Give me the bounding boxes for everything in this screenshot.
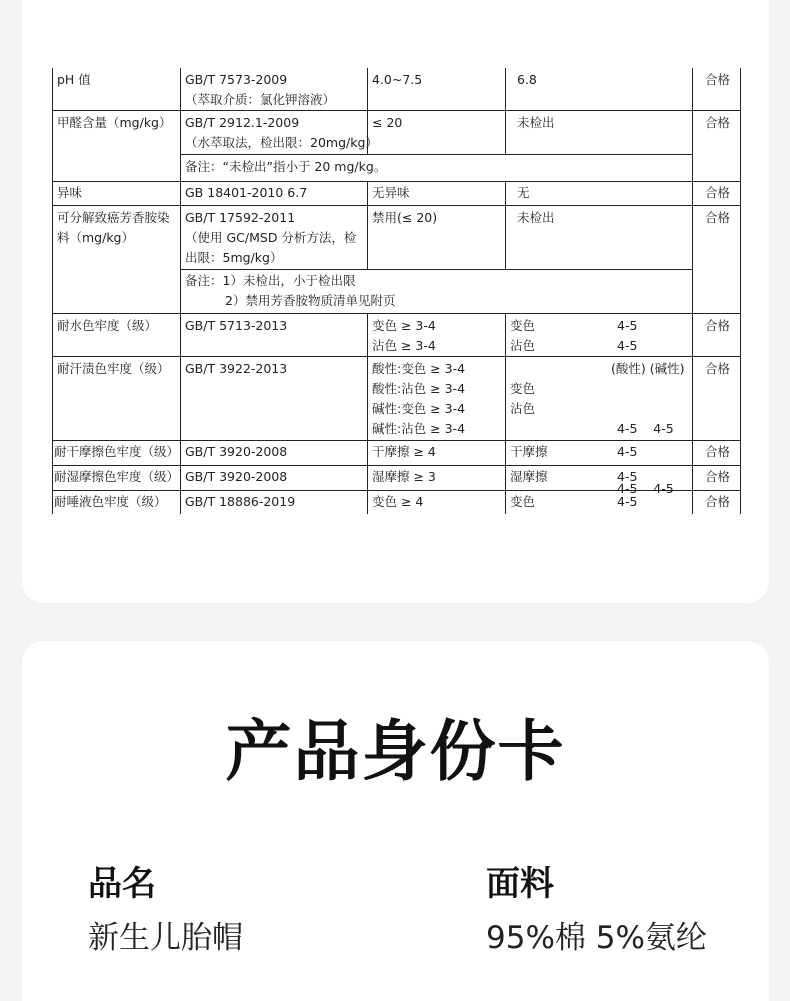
result-value-line: 4-5 4-5 <box>617 421 674 436</box>
table-line <box>52 356 741 357</box>
remark-line: 备注：1）未检出，小于检出限 <box>185 273 356 288</box>
row-verdict: 合格 <box>705 361 731 376</box>
result-value: 4-5 <box>617 444 638 459</box>
row-requirement <box>372 316 436 356</box>
row-verdict: 合格 <box>705 469 731 484</box>
row-method: GB/T 3920-2008 <box>185 444 288 459</box>
result-label <box>510 316 535 356</box>
row-requirement: 干摩擦 ≥ 4 <box>372 444 436 459</box>
row-item: 耐湿摩擦色牢度（级） <box>54 469 180 484</box>
row-requirement: 变色 ≥ 4 <box>372 494 424 509</box>
row-method <box>185 113 378 153</box>
table-line <box>180 269 692 270</box>
row-method <box>185 70 335 110</box>
result-label: 变色 <box>510 494 536 509</box>
result-label-line: 沾色 <box>510 401 536 416</box>
result-label: 湿摩擦 <box>510 469 548 484</box>
test-report-table <box>52 68 742 514</box>
row-method: GB 18401-2010 6.7 <box>185 185 308 200</box>
row-requirement <box>372 359 465 439</box>
row-item: 耐干摩擦色牢度（级） <box>54 444 180 459</box>
item-line: 料（mg/kg） <box>57 230 134 245</box>
row-result: 无 <box>517 185 530 200</box>
row-verdict: 合格 <box>705 72 731 87</box>
table-line <box>52 205 741 206</box>
table-line <box>505 181 506 269</box>
row-requirement: ≤ 20 <box>372 115 403 130</box>
result-value-line: 4-5 <box>617 338 638 353</box>
result-value: 4-5 <box>617 494 638 509</box>
remark-line: 2）禁用芳香胺物质清单见附页 <box>225 293 396 308</box>
result-label <box>510 379 535 419</box>
method-code: GB/T 7573-2009 <box>185 72 288 87</box>
row-requirement: 禁用(≤ 20) <box>372 210 438 225</box>
row-method: GB/T 3922-2013 <box>185 361 288 376</box>
method-code: GB/T 2912.1-2009 <box>185 115 300 130</box>
row-requirement: 湿摩擦 ≥ 3 <box>372 469 436 484</box>
method-note: （使用 GC/MSD 分析方法，检 <box>185 230 357 245</box>
table-line <box>692 68 693 514</box>
requirement-line: 变色 ≥ 3-4 <box>372 318 436 333</box>
table-line <box>180 154 692 155</box>
product-name-value: 新生儿胎帽 <box>88 920 243 956</box>
row-method: GB/T 18886-2019 <box>185 494 296 509</box>
row-item: 甲醛含量（mg/kg） <box>57 115 172 130</box>
table-line <box>740 68 741 514</box>
requirement-line: 酸性:沾色 ≥ 3-4 <box>372 381 466 396</box>
table-line <box>52 313 741 314</box>
item-line: 可分解致癌芳香胺染 <box>57 210 170 225</box>
row-method: GB/T 3920-2008 <box>185 469 288 484</box>
method-note: 出限：5mg/kg） <box>185 250 283 265</box>
product-name-label: 品名 <box>88 864 156 904</box>
table-line <box>505 68 506 154</box>
result-header: (酸性) (碱性) <box>611 361 685 376</box>
row-result: 未检出 <box>517 210 555 225</box>
row-verdict: 合格 <box>705 115 731 130</box>
table-line <box>52 110 741 111</box>
result-label-line: 变色 <box>510 318 536 333</box>
result-value: 4-5 <box>617 469 638 484</box>
row-verdict: 合格 <box>705 444 731 459</box>
row-method <box>185 208 356 268</box>
table-line <box>180 68 181 514</box>
result-label-line: 变色 <box>510 381 536 396</box>
result-value-line: 4-5 4-5 <box>617 481 674 496</box>
row-method: GB/T 5713-2013 <box>185 318 288 333</box>
result-value <box>617 316 637 356</box>
row-remark: 备注：“未检出”指小于 20 mg/kg。 <box>185 159 387 174</box>
row-item: 耐唾液色牢度（级） <box>54 494 167 509</box>
method-code: GB/T 17592-2011 <box>185 210 296 225</box>
row-item <box>57 208 170 248</box>
row-verdict: 合格 <box>705 210 731 225</box>
row-item: 耐水色牢度（级） <box>57 318 158 333</box>
row-remark <box>185 271 395 311</box>
result-label-line: 沾色 <box>510 338 536 353</box>
fabric-label: 面料 <box>486 864 554 904</box>
product-card-title: 产品身份卡 <box>225 713 566 790</box>
row-item: pH 值 <box>57 72 91 87</box>
row-verdict: 合格 <box>705 494 731 509</box>
row-verdict: 合格 <box>705 185 731 200</box>
row-requirement: 4.0~7.5 <box>372 72 423 87</box>
row-verdict: 合格 <box>705 318 731 333</box>
result-value-line: 4-5 <box>617 318 638 333</box>
table-line <box>52 68 53 514</box>
row-result: 6.8 <box>517 72 537 87</box>
method-note: （萃取介质：氯化钾溶液） <box>185 92 336 107</box>
row-requirement: 无异味 <box>372 185 410 200</box>
table-line <box>367 313 368 514</box>
table-line <box>367 181 368 269</box>
table-line <box>505 313 506 514</box>
method-note: （水萃取法，检出限：20mg/kg） <box>185 135 378 150</box>
table-line <box>52 181 741 182</box>
requirement-line: 碱性:沾色 ≥ 3-4 <box>372 421 466 436</box>
requirement-line: 酸性:变色 ≥ 3-4 <box>372 361 466 376</box>
row-item: 异味 <box>57 185 83 200</box>
requirement-line: 碱性:变色 ≥ 3-4 <box>372 401 466 416</box>
fabric-value: 95%棉 5%氨纶 <box>486 920 707 956</box>
row-item: 耐汗渍色牢度（级） <box>57 361 170 376</box>
requirement-line: 沾色 ≥ 3-4 <box>372 338 436 353</box>
row-result: 未检出 <box>517 115 555 130</box>
result-label: 干摩擦 <box>510 444 548 459</box>
